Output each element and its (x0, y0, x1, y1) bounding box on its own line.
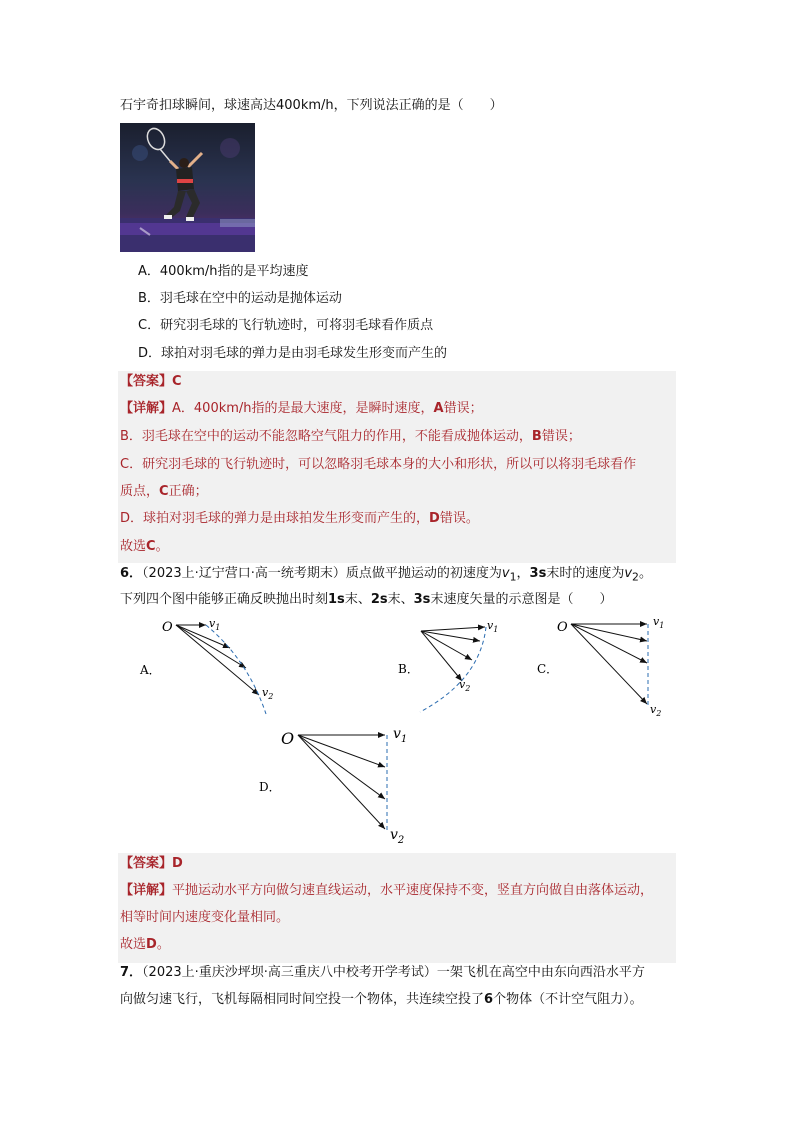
figure-d-v1: $v_1$ (393, 726, 408, 745)
q5-option-a: A．400km/h指的是平均速度 (138, 264, 309, 279)
detail-d-text: D．球拍对羽毛球的弹力是由球拍发生形变而产生的， (120, 511, 430, 526)
detail-d-post: 错误。 (439, 511, 479, 526)
q6-number: 6． (120, 566, 143, 581)
q5-stem: 石宇奇扣球瞬间，球速高达400km/h，下列说法正确的是（ ） (120, 98, 503, 113)
q6-period: 。 (638, 566, 652, 581)
figure-a-v1: $v_1$ (209, 617, 221, 632)
detail-c-letter: C (159, 484, 169, 499)
figure-d (259, 726, 407, 846)
q6-stem2-e: 末、 (387, 592, 414, 607)
figure-a (139, 617, 273, 714)
q6-answer-line (120, 854, 183, 874)
q6-detail-line1 (120, 881, 653, 901)
figure-d-arrow-1s (298, 735, 385, 767)
figure-b-v2: $v_2$ (459, 678, 471, 693)
q7-stem-line1 (120, 963, 645, 983)
q6-2s: 2s (370, 592, 388, 607)
figure-a-origin: O (162, 620, 173, 635)
q7-source: （2023上·重庆沙坪坝·高三重庆八中校考开学考试） (142, 965, 437, 980)
conclusion-pre: 故选 (120, 539, 147, 554)
detail-c-post: 正确； (168, 484, 208, 499)
figure-d-label: D． (259, 780, 281, 794)
figure-b (398, 619, 498, 712)
figure-a-arrow-2s (176, 625, 246, 668)
q6-stem2-c: 末、 (344, 592, 371, 607)
q7-stem-text1: 一架飞机在高空中由东向西沿水平方 (436, 965, 645, 980)
q7-stem-text2a: 向做匀速飞行，飞机每隔相同时间空投一个物体，共连续空投了 (120, 992, 485, 1007)
detail-c-text: C．研究羽毛球的飞行轨迹时，可以忽略羽毛球本身的大小和形状，所以可以将羽毛球看作 (120, 457, 637, 472)
q6-3s: 3s (529, 566, 547, 581)
q6-source: （2023上·辽宁营口·高一统考期末） (142, 566, 346, 581)
q6-detail-tag: 【详解】 (120, 883, 173, 898)
answer-letter: C (172, 374, 182, 389)
q6-comma: ， (516, 566, 530, 581)
q6-answer-tag: 【答案】 (120, 856, 173, 871)
figure-b-v1: $v_1$ (487, 619, 499, 634)
figure-c-origin: O (557, 620, 568, 635)
figure-c-v1: $v_1$ (653, 615, 665, 630)
figure-a-v2: $v_2$ (262, 686, 274, 701)
q7-number: 7． (120, 965, 143, 980)
figure-c (537, 615, 664, 718)
detail-a-letter: A (433, 401, 444, 416)
detail-b-letter: B (531, 429, 542, 444)
detail-tag: 【详解】 (120, 401, 173, 416)
figure-c-arrow-2s (571, 624, 647, 663)
q5-option-b: B．羽毛球在空中的运动是抛体运动 (138, 291, 342, 306)
q6-stem2-g: 末速度矢量的示意图是（ ） (430, 592, 613, 607)
q6-conclusion-pre: 故选 (120, 937, 147, 952)
v1-subscript: 1 (509, 570, 517, 584)
v1-symbol: v (501, 566, 510, 581)
q6-1s: 1s (328, 592, 345, 607)
q7-count: 6 (484, 992, 494, 1007)
q6-stem-text2: 末时的速度为 (546, 566, 625, 581)
figure-a-arrow-1s (176, 625, 230, 648)
q5-option-c: C．研究羽毛球的飞行轨迹时，可将羽毛球看作质点 (138, 318, 434, 333)
q7-stem-line2 (120, 990, 643, 1010)
detail-c-pre: 质点， (120, 484, 160, 499)
figure-d-arrow-2s (298, 735, 385, 799)
v2-symbol: v (624, 566, 633, 581)
q5-option-d: D．球拍对羽毛球的弹力是由羽毛球发生形变而产生的 (138, 346, 448, 361)
conclusion-post: 。 (155, 539, 169, 554)
detail-a-text: A．400km/h指的是最大速度，是瞬时速度， (172, 401, 434, 416)
figure-c-v2: $v_2$ (650, 703, 662, 718)
q6-detail-text2: 相等时间内速度变化量相同。 (120, 910, 290, 925)
q6-detail-text1: 平抛运动水平方向做匀速直线运动，水平速度保持不变，竖直方向做自由落体运动， (172, 883, 654, 898)
q6-conclusion-post: 。 (156, 937, 170, 952)
figure-b-arrow-v1 (421, 627, 485, 631)
figure-a-label: A． (140, 663, 161, 677)
detail-a-post: 错误； (443, 401, 483, 416)
detail-b-text: B．羽毛球在空中的运动不能忽略空气阻力的作用，不能看成抛体运动， (120, 429, 532, 444)
q6-stem2-text: 下列四个图中能够正确反映抛出时刻 (120, 592, 329, 607)
figure-d-arrow-v2 (298, 735, 385, 829)
figure-c-arrow-1s (571, 624, 647, 641)
q6-answer-letter: D (172, 856, 183, 871)
figure-d-v2: $v_2$ (390, 827, 405, 846)
figure-a-curve (206, 625, 266, 714)
q6-detail-line2 (120, 908, 289, 928)
figure-b-label: B． (398, 662, 419, 676)
figure-b-arrow-v2 (421, 631, 462, 681)
figure-c-label: C． (537, 662, 559, 676)
v2-subscript: 2 (632, 570, 639, 584)
q6-conclusion (120, 935, 170, 955)
figure-c-arrow-v2 (571, 624, 647, 704)
q6-conclusion-letter: D (146, 937, 157, 952)
detail-d-letter: D (429, 511, 440, 526)
q6-3s-b: 3s (413, 592, 431, 607)
q6-stem-text: 质点做平抛运动的初速度为 (345, 566, 502, 581)
conclusion-letter: C (146, 539, 156, 554)
answer-tag: 【答案】 (120, 374, 173, 389)
detail-b-post: 错误； (541, 429, 581, 444)
q7-stem-text2c: 个物体（不计空气阻力）。 (493, 992, 643, 1007)
figure-d-origin: O (281, 729, 295, 748)
